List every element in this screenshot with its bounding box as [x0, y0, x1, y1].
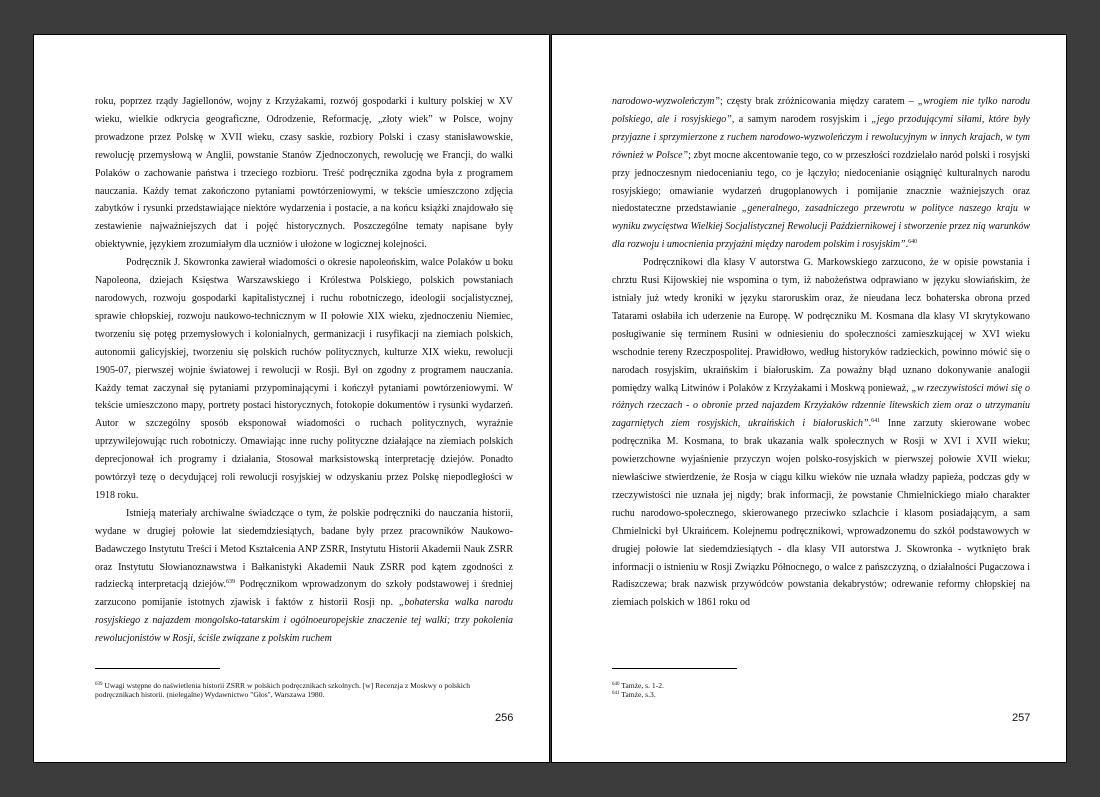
right-page-body	[612, 93, 1030, 612]
paragraph-text: Podręcznikom wprowadzonym do szkoły podstawowej i średniej zarzucono pomijanie istotnych zjawisk i faktów z historii Rosji np.	[95, 579, 513, 609]
footnote-ref: 641	[871, 418, 881, 425]
page-number: 256	[495, 712, 514, 724]
paragraph-text: .	[905, 239, 909, 251]
quotation: „generalnego, zasadniczego przewrotu w polityce naszego kraju w wyniku zwycięstwa Wielkiej Socjalistycznej Rewolucji Październikowej i stworzenie przez nią warunków dla rozwoju i umocnienia przyjaźni między narodem polskim i rosyjskim”	[612, 203, 1030, 251]
paragraph-text: roku, poprzez rządy Jagiellonów, wojny z Krzyżakami, rozwój gospodarki i kultury polskiej w XV wieku, wielkie odkrycia geograficzne, Odrodzenie, Reformację, „złoty wiek” w Polsce, wojny prowadzone przez Polskę w XVII wieku, czasy saskie, rozbiory Polski i czasy stanisławowskie, rewolucję przemysłową w Anglii, powstanie Stanów Zjednoczonych, rewolucję we Francji, do walki Polaków o zachowanie państwa i trzeciego rozbioru. Treść podręcznika zgodna była z programem nauczania. Każdy temat zakończono pytaniami powtórzeniowymi, w tekście umieszczono zdjęcia zabytków i rysunki przedstawiające niektóre wydarzenia i postacie, a na końcu książki znajdowało się zestawienie najważniejszych dat i pojęć historycznych. Poszczególne tematy napisane były obiektywnie, językiem zrozumiałym dla uczniów i ułożone w logicznej kolejności.	[95, 96, 513, 251]
paragraph	[95, 505, 513, 648]
footnote-text: Uwagi wstępne do naświetlenia historii ZSRR w polskich podręcznikach szkolnych. [w] Recenzja z Moskwy o polskich podręcznikach historii. (nielegalne) Wydawnictwo "Głos", Warszawa 1980.	[95, 681, 471, 700]
paragraph-text: ; zbyt mocne akcentowanie tego, co w przeszłości rozdzielało naród polski i rosyjski przy jednoczesnym niedocenianiu tego, co je łączyło; niedocenianie osiągnięć kulturalnych narodu rosyjskiego; omawianie wydarzeń drugoplanowych i pomijanie znacznie ważniejszych oraz niedostateczne przedstawianie	[612, 149, 1030, 215]
paragraph-text: .	[868, 418, 872, 430]
page-number: 257	[1012, 712, 1031, 724]
footnote-text: Tamże, s. 1-2.	[619, 681, 664, 690]
footnote-number: 641	[612, 691, 620, 697]
paragraph-text: Podręcznikowi dla klasy V autorstwa G. Markowskiego zarzucono, że w opisie powstania i chrztu Rusi Kijowskiej nie wspomina o tym, iż nabożeństwa odprawiano w języku słowiańskim, że istniały już wtedy kroniki w języku staroruskim oraz, że nieudana lecz bohaterska obrona przed Tatarami osłabiła ich uderzenie na Europę. W podręczniku M. Kosmana dla klasy VI skrytykowano posługiwanie się terminem Rusini w odniesieniu do społeczności zamieszkującej w XVI wieku wschodnie tereny Rzeczpospolitej. Prawidłowo, według historyków radzieckich, powinno mówić się o narodach rosyjskim, ukraińskim i białoruskim. Za poważny błąd uznano dokonywanie analogii pomiędzy walką Litwinów i Polaków z Krzyżakami i Moskwą ponieważ,	[612, 257, 1030, 394]
paragraph-text: ; częsty brak zróżnicowania między caratem –	[719, 96, 918, 107]
quotation: „bohaterska walka narodu rosyjskiego z najazdem mongolsko-tatarskim i ogólnoeuropejskie znaczenie tej walki; trzy pokolenia rewolucjonistów w Rosji, ściśle związane z polskim ruchem	[95, 597, 513, 645]
quotation: narodowo-wyzwoleńczym”	[612, 96, 720, 107]
paragraph	[95, 254, 513, 505]
quotation: „wrogiem nie tylko narodu polskiego, ale i rosyjskiego”	[612, 96, 1030, 125]
quotation: „jego przodującymi siłami, które były przyjazne i sprzymierzone z ruchem narodowo-wyzwoleńczym i rewolucyjnym w innych krajach, w tym również w Polsce”	[612, 113, 1030, 161]
paragraph-text: Inne zarzuty skierowane wobec podręcznika M. Kosmana, to brak ukazania walk społecznych w Rosji w XVI i XVII wieku; powierzchowne wyjaśnienie przyczyn wojen polsko-rosyjskich w pierwszej połowie XVII wieku; niewłaściwe stwierdzenie, że Rosja w ciągu kilku wieków nie uznała władzy papieża, podczas gdy w rzeczywistości nie uznała jej nigdy; brak informacji, że powstanie Chmielnickiego miało charakter ruchu narodowo-społecznego, skierowanego przeciwko szlachcie i klasom posiadającym, a sam Chmielnicki był Ukraińcem. Kolejnemu podręcznikowi, wprowadzonemu do szkół podstawowych w drugiej połowie lat siedemdziesiątych - dla klasy VII autorstwa J. Skowronka - wytknięto brak informacji o istnieniu w Rosji Związku Północnego, o walce z pańszczyzną, o działalności Pugaczowa i Radiszczewa; brak nazwisk przywódców powstania dekabrystów; odrewanie reformy chłopskiej na ziemiach polskich w 1861 roku od	[612, 418, 1031, 609]
footnote	[95, 681, 515, 699]
footnote	[612, 690, 1032, 699]
paragraph	[95, 93, 513, 254]
footnotes	[95, 681, 515, 699]
paragraph	[612, 93, 1030, 254]
footnote-ref: 640	[908, 239, 918, 246]
footnote-separator	[95, 668, 220, 669]
paragraph-text: , a samym narodem rosyjskim i	[731, 113, 872, 125]
footnote-separator	[612, 668, 737, 669]
paragraph-text: Istnieją materiały archiwalne świadczące o tym, że polskie podręczniki do nauczania historii, wydane w drugiej połowie lat siedemdziesiątych, badane były przez pracowników Naukowo-Badawczego Instytutu Treści i Metod Kształcenia ANP ZSRR, Instytutu Historii Akademii Nauk ZSRR oraz Instytutu Słowianoznawstwa i Bałkanistyki Akademii Nauk ZSRR pod kątem zgodności z radziecką interpretacją dziejów.	[95, 507, 513, 591]
footnotes	[612, 681, 1032, 699]
footnote-number: 640	[612, 682, 620, 687]
footnote-text: Tamże, s.3.	[619, 690, 656, 700]
footnote-number: 639	[95, 682, 103, 687]
left-page-body	[95, 93, 513, 648]
footnote-ref: 639	[226, 579, 236, 586]
paragraph	[612, 254, 1030, 612]
quotation: „w rzeczywistości mówi się o różnych rzeczach - o obronie przed najazdem Krzyżaków rdzennie litewskich ziem oraz o utrzymaniu zagarniętych ziem rosyjskich, ukraińskich i białoruskich”	[612, 382, 1030, 430]
footnote	[612, 681, 1032, 690]
right-page	[551, 34, 1067, 763]
left-page	[33, 34, 550, 763]
paragraph-text: Podręcznik J. Skowronka zawierał wiadomości o okresie napoleońskim, walce Polaków u boku Napoleona, dziejach Księstwa Warszawskiego i Królestwa Polskiego, polskich powstaniach narodowych, rozwoju gospodarki kapitalistycznej i ruchu robotniczego, ideologii socjalistycznej, sprawie chłopskiej, rozwoju naukowo-technicznym w II połowie XIX wieku, zjednoczeniu Niemiec, tworzeniu się potęg przemysłowych i kolonialnych, germanizacji i rusyfikacji na ziemiach polskich, autonomii galicyjskiej, tworzeniu się polskich ruchów politycznych, kulturze XIX wieku, rewolucji 1905-07, pierwszej wojnie światowej i rewolucji w Rosji. Był on zgodny z programem nauczania. Każdy temat zaczynał się pytaniami przypominającymi i kończył pytaniami powtórzeniowymi. W tekście umieszczono mapy, portrety postaci historycznych, fotokopie dokumentów i rysunki wydarzeń. Autor w szczególny sposób eksponował wiadomości o ruchach politycznych, wyraźnie uprzywilejowując ruch robotniczy. Omawiając inne ruchy polityczne działające na ziemiach polskich deprecjonował ich programy i działania, Stosował marksistowską interpretację dziejów. Ponadto powtórzył tezę o decydującej roli rewolucji rosyjskiej w odzyskaniu przez Polskę niepodległości w 1918 roku.	[95, 257, 513, 501]
